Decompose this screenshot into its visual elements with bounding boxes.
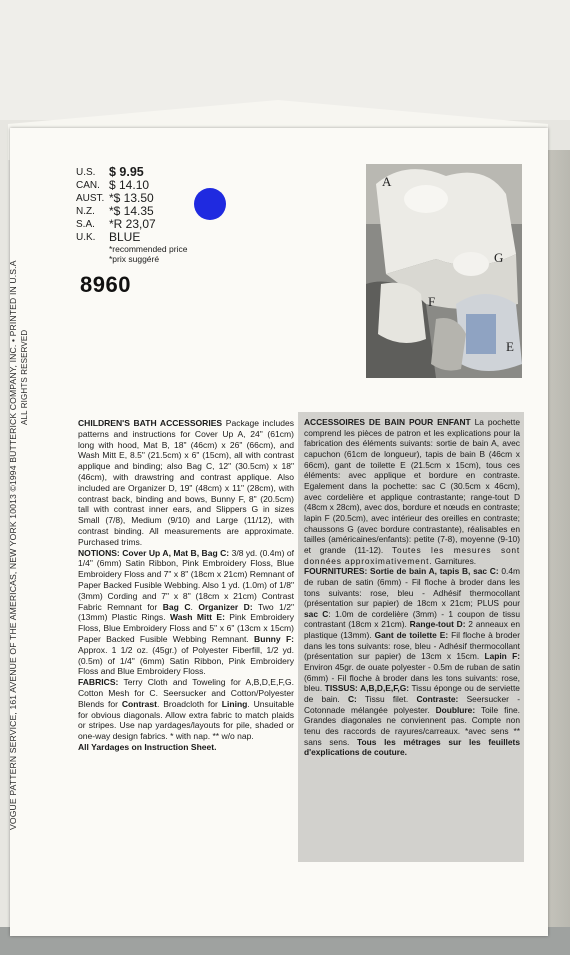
english-yardages <box>78 742 294 753</box>
notions-text: 3/8 yd. (0.4m) of 1/4" (6mm) Satin Ribbon, Pink Embroidery Floss, Blue Embroidery Floss and 7" x 8" (18cm x 21cm) Remnant of Paper Backed Fusible Webbing. Also 1 yd. (1.0m) of 1/8" (3mm) Cording and 7" x 8" (18cm x 21cm) Contrast Fabric Remnant for <box>78 547 294 612</box>
wash-mitt-text: Pink Embroidery Floss, Blue Embroidery Floss and 5" x 6" (13cm x 15cm) Paper Backed Fusible Webbing Remnant. <box>78 612 295 644</box>
french-fournitures <box>304 566 520 758</box>
french-intro <box>304 417 520 566</box>
fabrics-label: FABRICS: <box>78 677 119 688</box>
range-tout-text: 2 anneaux en plastique (13mm). <box>304 619 520 641</box>
gant-text: Fil floche à broder dans les tons suivants: rose, bleu - Adhésif thermocollant (présentation sur papier) de 13cm x 15cm. <box>304 630 520 662</box>
contraste-label: Contraste: <box>416 694 459 705</box>
recommended-price-note: *recommended price <box>109 244 188 254</box>
price-amount: BLUE <box>109 230 141 244</box>
product-photo <box>366 164 522 378</box>
photo-label-g: G <box>494 250 504 265</box>
price-amount: $ 9.95 <box>109 165 144 179</box>
price-amount: *R 23,07 <box>109 217 156 231</box>
photo-label-a: A <box>382 174 392 189</box>
range-tout-label: Range-tout D: <box>409 619 466 630</box>
notions-label: NOTIONS: Cover Up A, Mat B, Bag C: <box>78 547 230 558</box>
yardages-note: All Yardages on Instruction Sheet. <box>78 741 217 752</box>
price-country: CAN. <box>76 180 100 191</box>
metrages-note: Tous les métrages sur les feuillets d'explications de couture. <box>304 736 520 758</box>
tissus-text: Seersucker - Cotonnade mélangée polyester. <box>304 694 520 715</box>
publisher-info <box>8 230 29 830</box>
english-notions <box>78 548 294 678</box>
english-description <box>78 418 294 753</box>
fournitures-label: FOURNITURES: Sortie de bain A, tapis B, sac C: <box>304 566 499 577</box>
price-country: S.A. <box>76 219 95 230</box>
tissus-text: Tissu éponge ou de serviette de bain. <box>304 683 520 705</box>
lapin-text: Environ 45gr. de ouate polyester - 0.5m de ruban de satin (6mm) - Fil floche à broder dans les tons suivants: rose, bleu. <box>304 662 520 694</box>
french-heading: ACCESSOIRES DE BAIN POUR ENFANT <box>304 417 471 427</box>
color-dot <box>194 188 226 220</box>
bag-c-label: Bag C <box>162 601 191 612</box>
fournitures-text: 0.4m de ruban de satin (6mm) - Fil floche à broder dans les tons suivants: rose, bleu - Adhésif thermocollant (présentation sur papier) de 18cm x 21cm; PLUS pour <box>304 566 520 609</box>
french-trims: Garnitures. <box>432 555 477 566</box>
wash-mitt-label: Wash Mitt E: <box>169 612 225 623</box>
photo-label-f: F <box>428 294 436 309</box>
tissus-c-label: C: <box>347 694 357 705</box>
english-intro <box>78 418 294 548</box>
publisher-address: VOGUE PATTERN SERVICE, 161 AVENUE OF THE AMERICAS, NEW YORK 10013 ©1994 BUTTERICK COMPANY, INC. • PRINTED IN U.S.A <box>8 260 18 830</box>
separator: . <box>190 601 199 612</box>
english-heading: CHILDREN'S BATH ACCESSORIES <box>78 418 223 428</box>
price-country: U.K. <box>76 232 96 243</box>
price-amount: $ 14.10 <box>109 178 150 192</box>
french-description-text: La pochette comprend les pièces de patron et les explications pour la fabrication des éléments suivants: sortie de bain A, avec capuchon (61cm de longueur), tapis de bain B (46cm x 66cm), gant de toilette E (21.5cm x 15cm), tous ces éléments: avec applique et bordure en contraste. Egalement dans la pochette: sac C (30.5cm x 46cm), avec cordelière et applique contrastante; range-tout D (48cm x 28cm), avec dos, bordure et nœuds en contraste; lapin F (20.5cm), avec intérieur des oreilles en contraste; chaussons G (avec bordure contrastante), réalisables en tailles (américaines/enfants): petite (7-8), moyenne (9-10) et grande (11-12). <box>304 417 520 555</box>
french-description <box>298 412 524 862</box>
bunny-label: Bunny F: <box>254 633 295 644</box>
french-measurements-note: Toutes les mesures sont données approximativement. <box>304 544 520 566</box>
product-photo-illustration <box>366 164 522 378</box>
fournitures-text: : 1.0m de cordelière (3mm) - 1 coupon de tissu contrastant (18cm x 21cm). <box>304 608 520 630</box>
doublure-label: Doublure: <box>435 704 476 715</box>
lining-label: Lining <box>221 698 248 709</box>
organizer-d-label: Organizer D: <box>198 601 253 612</box>
price-country: U.S. <box>76 167 96 178</box>
price-row <box>76 231 187 244</box>
organizer-text: Two 1/2" (13mm) Plastic Rings. <box>78 601 295 623</box>
english-description-text: Package includes patterns and instructions for Cover Up A, 24" (61cm) long with hood, Mat B, 18" (46cm) x 26" (66cm), and Wash Mitt E, 8.5" (21.5cm) x 6" (15cm), all with contrast applique and binding; also Bag C, 12" (30.5cm) x 18" (46cm), with drawstring and contrast applique. Also included are Organizer D, 19" (48cm) x 11" (28cm), with contrast back, binding and bows, Bunny F, 8" (20.5cm) tall with contrast inner ears, and Slippers G in sizes Small (7/8), Medium (9/10) and Large (11/12), with contrast binding. All measurements are approximate. Purchased trims. <box>78 418 294 547</box>
price-amount: *$ 14.35 <box>109 204 154 218</box>
recommended-price-note-fr: *prix suggéré <box>109 254 160 264</box>
fabrics-text: . Broadcloth for <box>156 698 222 709</box>
sac-c-label: sac C <box>304 608 329 619</box>
lapin-label: Lapin F: <box>484 651 520 662</box>
tissus-text: Toile fine. Grandes diagonales ne conviennent pas. Compte non tenu des raccords de rayures/carreaux. *avec sens ** sans sens. <box>304 704 520 747</box>
price-country: AUST. <box>76 193 105 204</box>
photo-label-e: E <box>506 339 514 354</box>
fabrics-text: . Unsuitable for obvious diagonals. Allow extra fabric to match plaids or stripes. Use nap yardages/layouts for pile, shaded or one-way design fabrics. * with nap. ** w/o nap. <box>78 698 295 742</box>
rights-reserved: ALL RIGHTS RESERVED <box>20 329 29 425</box>
gant-label: Gant de toilette E: <box>374 630 449 641</box>
pattern-number: 8960 <box>80 272 131 297</box>
bunny-text: Approx. 1 1/2 oz. (45gr.) of Polyester Fiberfill, 1/2 yd. (0.5m) of 1/4" (6mm) Satin Ribbon, Pink Embroidery Floss and Blue Embroidery Floss. <box>78 644 294 677</box>
fabrics-text: Terry Cloth and Toweling for A,B,D,E,F,G. Cotton Mesh for C. Seersucker and Cotton/Polyester Blends for <box>78 677 294 709</box>
price-amount: *$ 13.50 <box>109 191 154 205</box>
tissus-text: Tissu filet. <box>356 694 417 705</box>
english-fabrics <box>78 677 294 742</box>
price-list <box>76 166 187 264</box>
contrast-label: Contrast <box>121 698 157 709</box>
tissus-label: TISSUS: A,B,D,E,F,G: <box>324 683 410 694</box>
price-country: N.Z. <box>76 206 95 217</box>
